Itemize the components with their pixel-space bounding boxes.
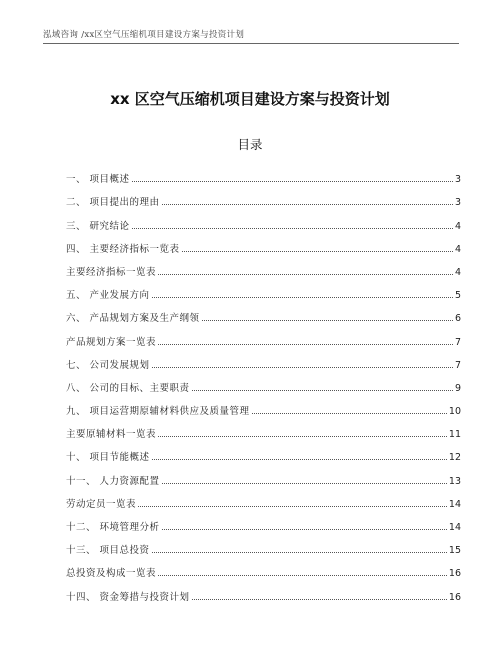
toc-entry-page: 13 xyxy=(448,475,461,487)
toc-leader xyxy=(182,251,453,252)
toc-entry-page: 7 xyxy=(454,359,461,371)
toc-entry-page: 10 xyxy=(448,406,461,418)
toc-entry[interactable] xyxy=(66,255,461,278)
toc-leader xyxy=(132,228,453,229)
table-of-contents xyxy=(66,162,461,603)
toc-entry-label: 主要原辅材料一览表 xyxy=(66,429,157,441)
toc-entry-label: 三、 研究结论 xyxy=(66,220,130,232)
toc-entry-label: 六、 产品规划方案及生产纲领 xyxy=(66,313,200,325)
toc-entry[interactable] xyxy=(66,417,461,440)
toc-entry-label: 主要经济指标一览表 xyxy=(66,266,157,278)
toc-entry-label: 十、 项目节能概述 xyxy=(66,452,150,464)
toc-entry-page: 5 xyxy=(454,290,461,302)
toc-entry[interactable] xyxy=(66,394,461,417)
toc-entry-label: 四、 主要经济指标一览表 xyxy=(66,243,180,255)
toc-entry-page: 16 xyxy=(448,591,461,603)
toc-entry[interactable] xyxy=(66,232,461,255)
toc-entry-page: 4 xyxy=(454,266,461,278)
toc-entry[interactable] xyxy=(66,371,461,394)
toc-leader xyxy=(158,274,453,275)
toc-entry[interactable] xyxy=(66,510,461,533)
toc-leader xyxy=(162,529,447,530)
toc-entry-label: 五、 产业发展方向 xyxy=(66,290,150,302)
toc-entry-page: 3 xyxy=(454,174,461,186)
toc-entry-page: 3 xyxy=(454,197,461,209)
toc-leader xyxy=(192,599,447,600)
toc-entry-label: 产品规划方案一览表 xyxy=(66,336,157,348)
toc-entry-label: 十三、 项目总投资 xyxy=(66,545,150,557)
toc-entry-label: 总投资及构成一览表 xyxy=(66,568,157,580)
toc-entry[interactable] xyxy=(66,533,461,556)
toc-entry[interactable] xyxy=(66,463,461,486)
toc-entry-page: 6 xyxy=(454,313,461,325)
toc-entry-page: 15 xyxy=(448,545,461,557)
toc-entry-label: 十一、 人力资源配置 xyxy=(66,475,160,487)
toc-heading: 目录 xyxy=(237,137,263,152)
toc-entry-page: 9 xyxy=(454,382,461,394)
toc-leader xyxy=(162,204,453,205)
toc-entry-page: 14 xyxy=(448,498,461,510)
toc-entry[interactable] xyxy=(66,324,461,347)
toc-entry[interactable] xyxy=(66,487,461,510)
toc-entry[interactable] xyxy=(66,185,461,208)
toc-entry-page: 4 xyxy=(454,220,461,232)
toc-entry-label: 劳动定员一览表 xyxy=(66,498,137,510)
toc-leader xyxy=(158,575,447,576)
toc-entry-page: 7 xyxy=(454,336,461,348)
toc-entry[interactable] xyxy=(66,208,461,231)
toc-entry[interactable] xyxy=(66,162,461,185)
toc-leader xyxy=(138,506,447,507)
toc-entry-page: 12 xyxy=(448,452,461,464)
toc-entry[interactable] xyxy=(66,278,461,301)
toc-entry[interactable] xyxy=(66,440,461,463)
toc-entry-label: 九、 项目运营期原辅材料供应及质量管理 xyxy=(66,406,250,418)
toc-entry-page: 16 xyxy=(448,568,461,580)
toc-leader xyxy=(152,297,453,298)
toc-leader xyxy=(152,367,453,368)
toc-entry-label: 八、 公司的目标、主要职责 xyxy=(66,382,190,394)
header-divider xyxy=(43,43,459,44)
toc-entry-label: 一、 项目概述 xyxy=(66,174,130,186)
toc-leader xyxy=(152,552,447,553)
toc-entry-label: 十四、 资金筹措与投资计划 xyxy=(66,591,190,603)
toc-leader xyxy=(132,181,453,182)
toc-entry-label: 十二、 环境管理分析 xyxy=(66,522,160,533)
toc-entry[interactable] xyxy=(66,579,461,602)
toc-leader xyxy=(152,459,447,460)
toc-leader xyxy=(158,436,447,437)
toc-entry-label: 七、 公司发展规划 xyxy=(66,359,150,371)
toc-entry[interactable] xyxy=(66,556,461,579)
toc-leader xyxy=(158,344,453,345)
toc-leader xyxy=(252,413,447,414)
toc-entry[interactable] xyxy=(66,301,461,324)
toc-entry[interactable] xyxy=(66,348,461,371)
page-header: 泓域咨询 /xx区空气压缩机项目建设方案与投资计划 xyxy=(43,30,245,40)
toc-leader xyxy=(162,483,447,484)
toc-leader xyxy=(192,390,453,391)
document-title: xx 区空气压缩机项目建设方案与投资计划 xyxy=(110,90,390,108)
toc-leader xyxy=(202,320,453,321)
toc-entry-page: 14 xyxy=(448,522,461,533)
toc-entry-label: 二、 项目提出的理由 xyxy=(66,197,160,209)
toc-entry-page: 4 xyxy=(454,243,461,255)
toc-entry-page: 11 xyxy=(448,429,461,441)
